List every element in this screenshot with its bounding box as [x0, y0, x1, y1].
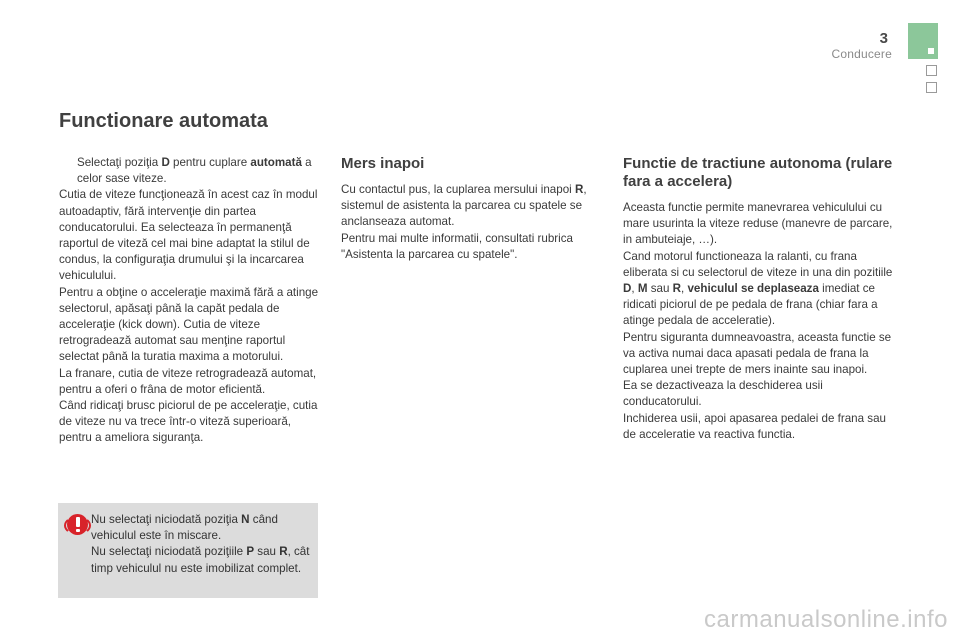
text-bold: M — [637, 282, 648, 296]
arrow-icon — [59, 155, 77, 187]
main-title: Functionare automata — [59, 110, 268, 132]
text-span: imediat ce ridicati piciorul de pe pedala de frana (chiar fara a atinge pedala de acceleratie). — [623, 282, 878, 328]
text-span: Nu selectaţi niciodată poziţiile — [91, 545, 247, 559]
section-heading: Mers inapoi — [341, 155, 425, 172]
text-bold: R — [574, 183, 584, 196]
body-paragraph: Inchiderea usii, apoi apasarea pedalei de frana sau de acceleratie va reactiva functia. — [623, 411, 886, 441]
text-span: , sistemul de asistenta la parcarea cu spatele se anclanseaza automat. — [341, 183, 587, 229]
column-reverse — [341, 155, 596, 263]
column-creep — [623, 155, 893, 443]
warning-text — [91, 512, 313, 577]
warning-icon — [67, 514, 88, 535]
chapter-tab-box[interactable] — [926, 82, 937, 93]
square-icon — [928, 48, 934, 54]
bullet-text — [77, 155, 319, 187]
text-bold: D — [623, 282, 632, 296]
text-span: , cât timp vehiculul nu este imobilizat complet. — [91, 545, 310, 575]
text-span: sau — [254, 545, 280, 559]
page-number: 3 — [879, 30, 888, 47]
text-bold: N — [241, 513, 250, 526]
warning-box — [58, 503, 318, 598]
text-bold: automată — [250, 156, 302, 169]
section-heading: Functie de tractiune autonoma (rulare fara a accelera) — [623, 155, 893, 190]
text-bold: R — [672, 282, 682, 296]
text-bold: R — [279, 545, 288, 559]
warning-icon-mark — [76, 517, 80, 527]
warning-line — [91, 544, 313, 576]
body-paragraph: Cutia de viteze funcţionează în acest caz în modul autoadaptiv, fără intervenţie din partea conducatorului. Ea selecteaza în permanenţă raportul de viteză cel mai bine adaptat la stilul de condus, la configuraţia drumului şi la incarcarea vehiculului. Pentru a obţine o acceleraţie maximă fără a atinge selectorul, apăsaţi până la capăt pedala de acceleraţie (kick down). Cutia de viteze retrogradează automat sau menţine raportul selectat până la turatia maxima a motorului. La franare, cutia de viteze retrogradează automat, pentru a oferi o frâna de motor eficientă. Când ridicaţi brusc piciorul de pe acceleraţie, cutia de viteze nu va trece într-o viteză superioară, pentru a ameliora siguranţa. — [59, 188, 319, 445]
text-bold: D — [161, 156, 170, 169]
body-paragraph: Ea se dezactiveaza la deschiderea usii conducatorului. — [623, 379, 823, 409]
text-span: sau — [647, 282, 673, 296]
body-paragraph — [623, 249, 893, 330]
text-span: când vehiculul este în miscare. — [91, 513, 278, 543]
text-span: Cu contactul pus, la cuplarea mersului inapoi — [341, 183, 575, 196]
chapter-tab-box[interactable] — [926, 65, 937, 76]
body-paragraph: Aceasta functie permite manevrarea vehiculului cu mare usurinta la viteze reduse (manevre de parcare, in ambuteiaje, …). — [623, 201, 893, 247]
text-span: , — [681, 282, 688, 296]
text-span: , — [631, 282, 638, 296]
text-span: Selectaţi poziţia — [77, 156, 162, 169]
text-bold: vehiculul se deplaseaza — [687, 282, 819, 296]
text-span: pentru cuplare — [169, 156, 251, 169]
watermark: carmanualsonline.info — [704, 606, 948, 633]
text-span: Cand motorul functioneaza la ralanti, cu frana eliberata si cu selectorul de viteze in una din pozitiile — [623, 249, 893, 279]
section-name: Conducere — [831, 47, 892, 61]
warning-icon-dot — [76, 529, 80, 533]
text-span: a celor sase viteze. — [77, 156, 312, 186]
body-paragraph: Pentru mai multe informatii, consultati rubrica "Asistenta la parcarea cu spatele". — [341, 231, 573, 261]
bullet-item — [59, 155, 319, 187]
column-automatic — [59, 155, 319, 447]
body-paragraph: Pentru siguranta dumneavoastra, aceasta functie se va activa numai daca apasati pedala de frana la cuplarea unei trepte de mers inainte sau inapoi. — [623, 330, 892, 377]
chapter-tab-active[interactable] — [908, 23, 938, 59]
text-bold: P — [246, 545, 255, 559]
text-span: Nu selectaţi niciodată poziţia — [91, 513, 242, 526]
body-paragraph — [341, 182, 596, 231]
warning-line — [91, 512, 313, 544]
